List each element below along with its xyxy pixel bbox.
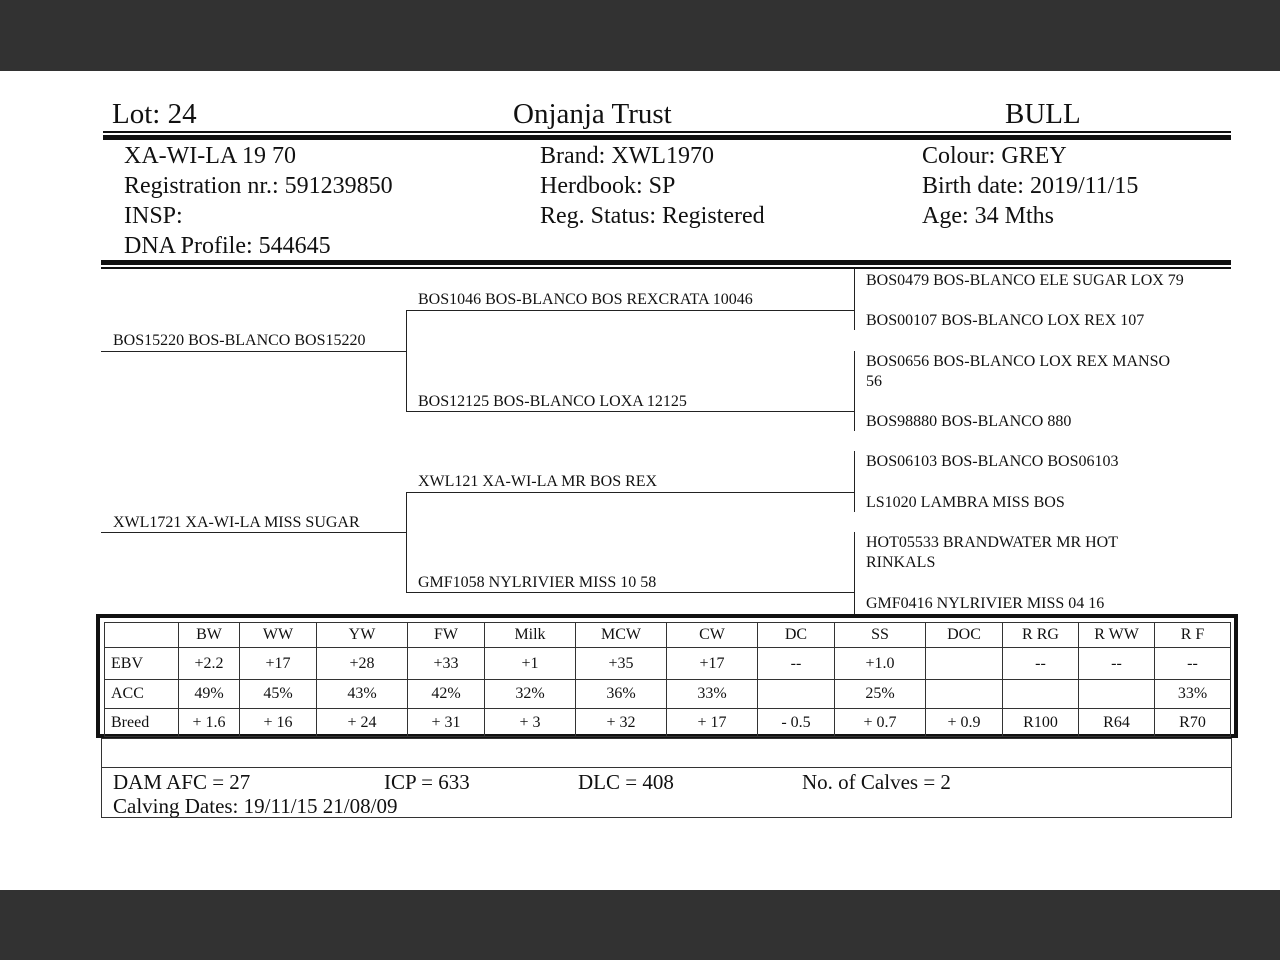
table-cell: + 17 xyxy=(667,709,758,737)
acc-row xyxy=(105,680,1231,709)
registration-status: Reg. Status: Registered xyxy=(540,203,765,229)
ggp-4: BOS98880 BOS-BLANCO 880 xyxy=(866,413,1072,430)
table-cell: +2.2 xyxy=(179,648,240,680)
dam-afc: DAM AFC = 27 xyxy=(113,770,251,794)
table-cell: - 0.5 xyxy=(758,709,835,737)
table-cell: 36% xyxy=(576,680,667,709)
table-cell: R64 xyxy=(1079,709,1155,737)
dam-line xyxy=(101,532,407,533)
ggp-7: HOT05533 BRANDWATER MR HOT xyxy=(866,534,1118,551)
table-cell: 33% xyxy=(667,680,758,709)
table-cell: R70 xyxy=(1155,709,1231,737)
sire-dam-line xyxy=(406,411,855,412)
ebv-header-cell: R WW xyxy=(1079,623,1155,648)
table-cell: + 1.6 xyxy=(179,709,240,737)
ebv-row xyxy=(105,648,1231,680)
ebv-header-cell: Milk xyxy=(485,623,576,648)
ggp-branch-2 xyxy=(854,351,855,431)
table-cell: +33 xyxy=(408,648,485,680)
table-cell xyxy=(926,648,1003,680)
ggp-branch-3 xyxy=(854,451,855,512)
owner-name: Onjanja Trust xyxy=(513,98,672,130)
sire-name: BOS15220 BOS-BLANCO BOS15220 xyxy=(113,332,366,349)
ggp-8: GMF0416 NYLRIVIER MISS 04 16 xyxy=(866,595,1105,612)
header-rule-thick xyxy=(103,135,1231,140)
ebv-header-row xyxy=(105,623,1231,648)
dam-branch xyxy=(406,492,407,593)
top-dark-bar xyxy=(0,0,1280,71)
breed-row xyxy=(105,709,1231,737)
dlc: DLC = 408 xyxy=(578,770,674,794)
birth-date: Birth date: 2019/11/15 xyxy=(922,173,1139,199)
dam-info-divider xyxy=(101,767,1232,768)
ebv-table xyxy=(104,622,1231,737)
colour: Colour: GREY xyxy=(922,143,1067,169)
dam-sire-name: XWL121 XA-WI-LA MR BOS REX xyxy=(418,473,658,490)
row-label: Breed xyxy=(105,709,179,737)
table-cell: + 3 xyxy=(485,709,576,737)
table-cell: +17 xyxy=(240,648,317,680)
ebv-header-cell: YW xyxy=(317,623,408,648)
ggp-1: BOS0479 BOS-BLANCO ELE SUGAR LOX 79 xyxy=(866,272,1184,289)
calving-dates: Calving Dates: 19/11/15 21/08/09 xyxy=(113,794,398,818)
table-cell: 49% xyxy=(179,680,240,709)
sire-branch xyxy=(406,310,407,412)
ebv-header-cell: FW xyxy=(408,623,485,648)
table-cell: -- xyxy=(1079,648,1155,680)
ggp-5: BOS06103 BOS-BLANCO BOS06103 xyxy=(866,453,1119,470)
pedigree-rule-thin xyxy=(101,267,1231,269)
dam-dam-line xyxy=(406,592,855,593)
lot-number: Lot: 24 xyxy=(112,98,197,130)
sire-line xyxy=(101,351,407,352)
ebv-header-cell: WW xyxy=(240,623,317,648)
table-cell: + 32 xyxy=(576,709,667,737)
ebv-header-cell: BW xyxy=(179,623,240,648)
ggp-3-cont: 56 xyxy=(866,373,882,390)
animal-name: XA-WI-LA 19 70 xyxy=(124,143,296,169)
ebv-header-cell xyxy=(105,623,179,648)
dam-sire-line xyxy=(406,492,855,493)
table-cell: + 0.9 xyxy=(926,709,1003,737)
table-cell: +1.0 xyxy=(835,648,926,680)
ebv-header-cell: DOC xyxy=(926,623,1003,648)
table-cell: + 16 xyxy=(240,709,317,737)
table-cell: +28 xyxy=(317,648,408,680)
sire-sire-name: BOS1046 BOS-BLANCO BOS REXCRATA 10046 xyxy=(418,291,753,308)
pedigree-rule-thick xyxy=(101,260,1231,265)
sire-dam-name: BOS12125 BOS-BLANCO LOXA 12125 xyxy=(418,393,687,410)
dam-name: XWL1721 XA-WI-LA MISS SUGAR xyxy=(113,514,360,531)
age: Age: 34 Mths xyxy=(922,203,1054,229)
table-cell: +1 xyxy=(485,648,576,680)
dam-dam-name: GMF1058 NYLRIVIER MISS 10 58 xyxy=(418,574,657,591)
ggp-branch-1 xyxy=(854,269,855,330)
table-cell: +35 xyxy=(576,648,667,680)
table-cell: 42% xyxy=(408,680,485,709)
ggp-6: LS1020 LAMBRA MISS BOS xyxy=(866,494,1065,511)
table-cell xyxy=(926,680,1003,709)
registration-number: Registration nr.: 591239850 xyxy=(124,173,393,199)
table-cell: -- xyxy=(1155,648,1231,680)
brand: Brand: XWL1970 xyxy=(540,143,714,169)
table-cell: 32% xyxy=(485,680,576,709)
sire-sire-line xyxy=(406,310,855,311)
table-cell: +17 xyxy=(667,648,758,680)
bottom-dark-bar xyxy=(0,890,1280,960)
icp: ICP = 633 xyxy=(384,770,470,794)
table-cell: 45% xyxy=(240,680,317,709)
ggp-3: BOS0656 BOS-BLANCO LOX REX MANSO xyxy=(866,353,1171,370)
ebv-header-cell: R F xyxy=(1155,623,1231,648)
ggp-2: BOS00107 BOS-BLANCO LOX REX 107 xyxy=(866,312,1145,329)
dna-profile: DNA Profile: 544645 xyxy=(124,233,331,259)
table-cell: + 0.7 xyxy=(835,709,926,737)
header-rule-thin xyxy=(103,131,1231,133)
ebv-header-cell: R RG xyxy=(1003,623,1079,648)
ebv-header-cell: DC xyxy=(758,623,835,648)
row-label: ACC xyxy=(105,680,179,709)
table-cell xyxy=(1003,680,1079,709)
ebv-header-cell: MCW xyxy=(576,623,667,648)
row-label: EBV xyxy=(105,648,179,680)
herdbook: Herdbook: SP xyxy=(540,173,676,199)
ebv-header-cell: SS xyxy=(835,623,926,648)
ggp-7-cont: RINKALS xyxy=(866,554,936,571)
ggp-branch-4 xyxy=(854,532,855,614)
table-cell: 33% xyxy=(1155,680,1231,709)
table-cell: + 24 xyxy=(317,709,408,737)
table-cell: 25% xyxy=(835,680,926,709)
table-cell: -- xyxy=(758,648,835,680)
ebv-header-cell: CW xyxy=(667,623,758,648)
table-cell: + 31 xyxy=(408,709,485,737)
table-cell xyxy=(1079,680,1155,709)
table-cell: R100 xyxy=(1003,709,1079,737)
insp-label: INSP: xyxy=(124,203,183,229)
sex-label: BULL xyxy=(1005,98,1081,130)
number-of-calves: No. of Calves = 2 xyxy=(802,770,951,794)
table-cell: -- xyxy=(1003,648,1079,680)
table-cell xyxy=(758,680,835,709)
table-cell: 43% xyxy=(317,680,408,709)
